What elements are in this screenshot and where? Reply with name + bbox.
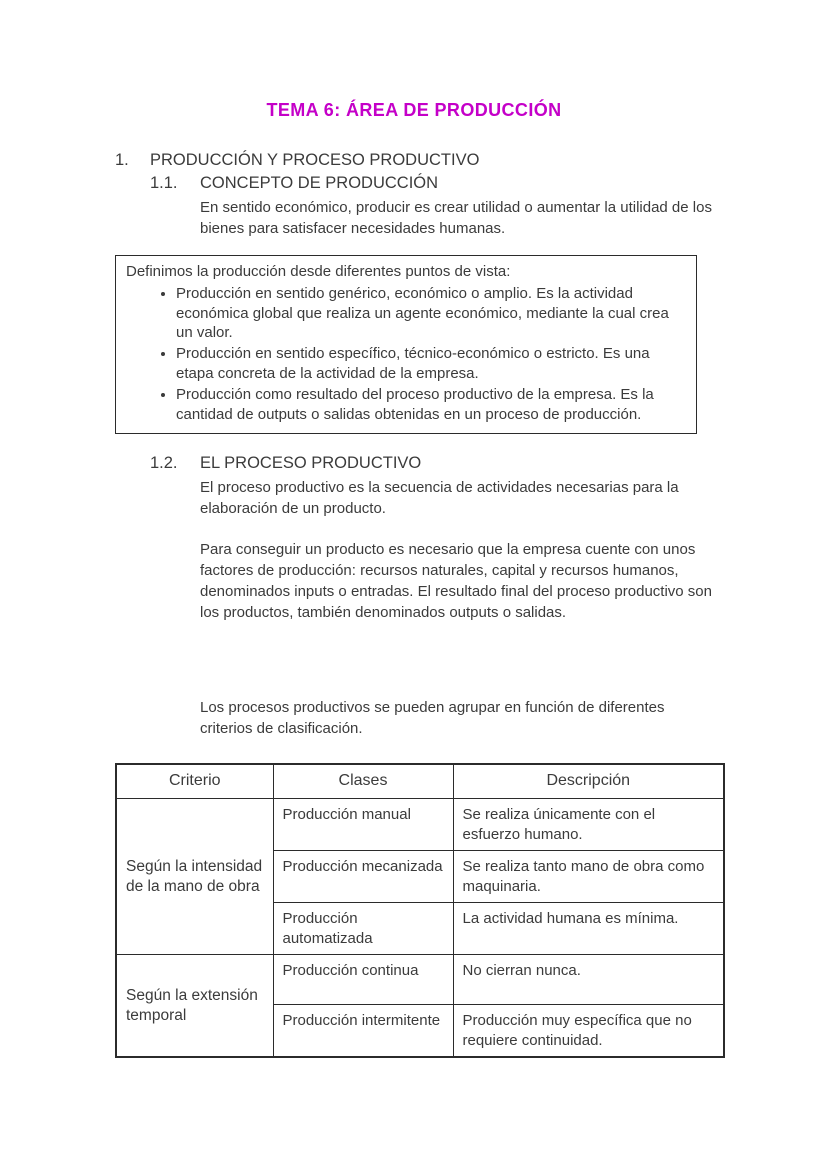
clase-cell: Producción manual: [273, 799, 453, 851]
header-descripcion: Descripción: [453, 764, 724, 798]
clase-cell: Producción intermitente: [273, 1005, 453, 1058]
section-1-1-heading: [150, 174, 828, 193]
classification-table: [115, 763, 725, 1058]
section-1-2-heading: [150, 454, 828, 473]
descripcion-cell: La actividad humana es mínima.: [453, 903, 724, 955]
descripcion-cell: No cierran nunca.: [453, 955, 724, 1005]
process-paragraph-1: El proceso productivo es la secuencia de actividades necesarias para la elaboración de un producto.: [200, 479, 679, 518]
header-clases: Clases: [273, 764, 453, 798]
descripcion-cell: Se realiza únicamente con el esfuerzo humano.: [453, 799, 724, 851]
descripcion-cell: Se realiza tanto mano de obra como maquinaria.: [453, 851, 724, 903]
concept-paragraph: En sentido económico, producir es crear utilidad o aumentar la utilidad de los bienes para satisfacer necesidades humanas.: [200, 199, 712, 237]
table-row: [116, 799, 724, 851]
section-1-heading: [115, 151, 828, 170]
table-row: [116, 955, 724, 1005]
definition-item: • Producción en sentido específico, técnico-económico o estricto. Es una etapa concreta de la actividad de la empresa.: [176, 344, 686, 384]
section-1-1-number: 1.1.: [150, 174, 178, 192]
table-header-row: [116, 764, 724, 798]
definition-item: • Producción en sentido genérico, económico o amplio. Es la actividad económica global que realiza un agente económico, mediante la cual crea un valor.: [176, 284, 686, 343]
header-criterio: Criterio: [116, 764, 273, 798]
section-1-number: 1.: [115, 151, 129, 169]
section-1-2-title: EL PROCESO PRODUCTIVO: [200, 454, 422, 473]
section-1-title: PRODUCCIÓN Y PROCESO PRODUCTIVO: [150, 151, 480, 169]
descripcion-cell: Producción muy específica que no requiere continuidad.: [453, 1005, 724, 1058]
criterio-cell: Según la extensión temporal: [116, 955, 273, 1058]
definition-item: • Producción como resultado del proceso productivo de la empresa. Es la cantidad de outputs o salidas obtenidas en un proceso de producción.: [176, 385, 686, 425]
definition-list: [126, 284, 686, 425]
process-paragraph-2: Para conseguir un producto es necesario que la empresa cuente con unos factores de producción: recursos naturales, capital y recursos humanos, denominados inputs o entradas. El resultado final del proceso productivo son los productos, también denominados outputs o salidas.: [200, 541, 712, 622]
clase-cell: Producción mecanizada: [273, 851, 453, 903]
page-title: TEMA 6: ÁREA DE PRODUCCIÓN: [266, 100, 562, 120]
criterio-cell: Según la intensidad de la mano de obra: [116, 799, 273, 955]
section-1-1-title: CONCEPTO DE PRODUCCIÓN: [200, 174, 439, 192]
definition-box-intro: Definimos la producción desde diferentes puntos de vista:: [126, 263, 511, 280]
clase-cell: Producción automatizada: [273, 903, 453, 955]
process-paragraph-3: Los procesos productivos se pueden agrupar en función de diferentes criterios de clasificación.: [200, 699, 665, 738]
section-1-2-number: 1.2.: [150, 454, 178, 473]
definition-box: [115, 255, 697, 434]
clase-cell: Producción continua: [273, 955, 453, 1005]
